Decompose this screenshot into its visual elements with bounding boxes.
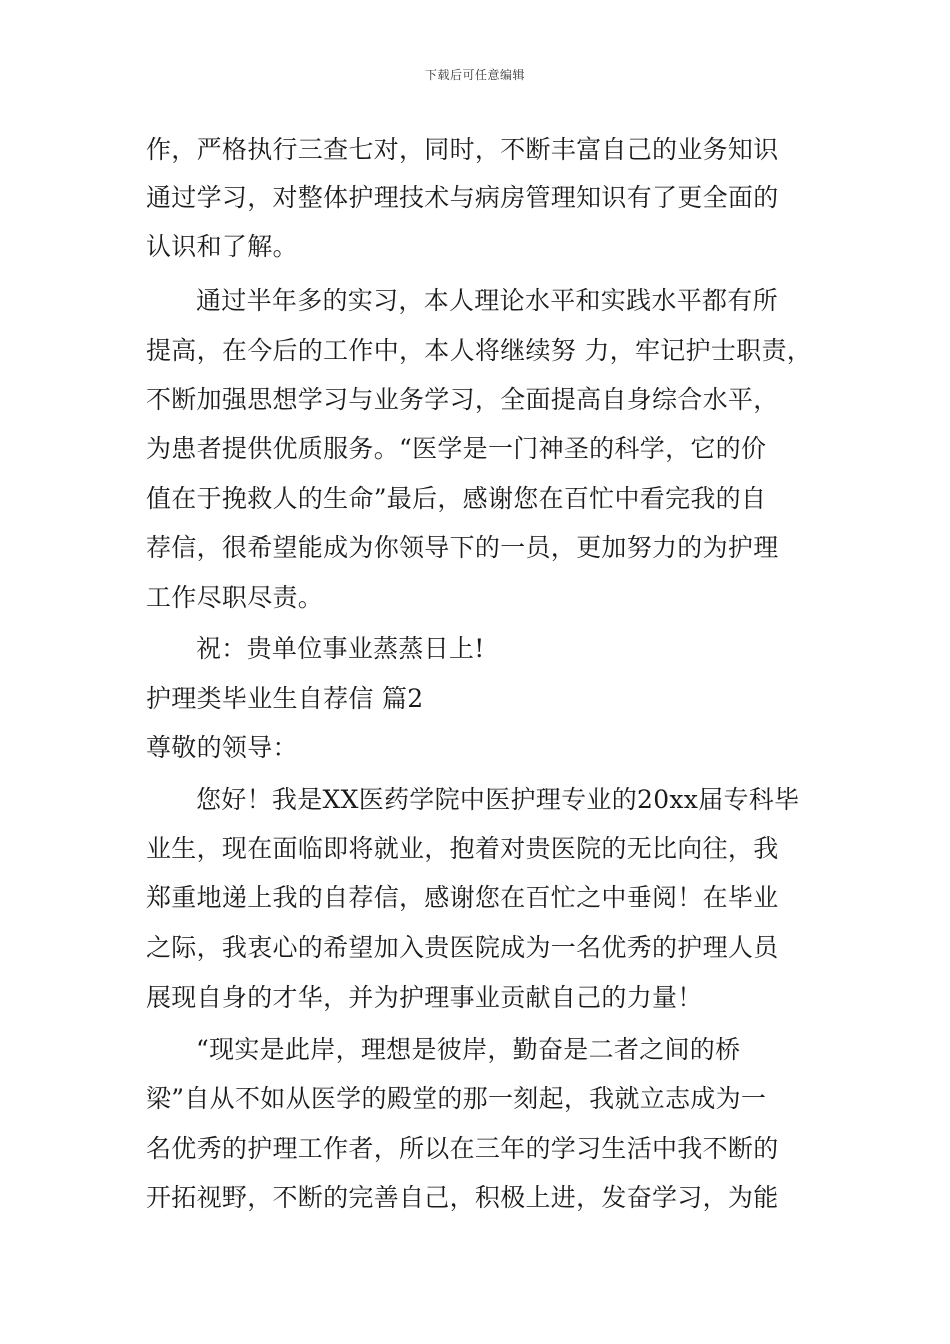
body-line: 梁”自从不如从医学的殿堂的那一刻起，我就立志成为一 <box>146 1084 767 1113</box>
body-line: 工作尽职尽责。 <box>146 583 324 612</box>
body-line: 不断加强思想学习与业务学习，全面提高自身综合水平， <box>146 385 779 414</box>
body-line: 荐信，很希望能成为你领导下的一员，更加努力的为护理 <box>146 533 779 562</box>
body-line: 值在于挽救人的生命”最后，感谢您在百忙中看完我的自 <box>146 484 767 513</box>
body-line: 为患者提供优质服务。“医学是一门神圣的科学，它的价 <box>146 434 767 463</box>
body-line: 通过学习，对整体护理技术与病房管理知识有了更全面的 <box>146 183 779 212</box>
body-line: 业生，现在面临即将就业，抱着对贵医院的无比向往，我 <box>146 834 779 863</box>
paragraph-start-line: 您好！我是XX医药学院中医护理专业的20xx届专科毕 <box>196 785 800 814</box>
salutation: 尊敬的领导： <box>146 733 298 762</box>
body-line: 名优秀的护理工作者，所以在三年的学习生活中我不断的 <box>146 1134 779 1163</box>
paragraph-start-line: “现实是此岸，理想是彼岸，勤奋是二者之间的桥 <box>196 1035 741 1064</box>
body-line: 认识和了解。 <box>146 232 298 261</box>
body-line: 作，严格执行三查七对，同时，不断丰富自己的业务知识 <box>146 135 779 164</box>
body-line: 开拓视野，不断的完善自己，积极上进，发奋学习，为能 <box>146 1183 779 1212</box>
closing-wish: 祝：贵单位事业蒸蒸日上! <box>196 634 485 663</box>
body-line: 之际，我衷心的希望加入贵医院成为一名优秀的护理人员 <box>146 933 779 962</box>
section-title: 护理类毕业生自荐信 篇2 <box>146 684 424 713</box>
body-line: 展现自身的才华，并为护理事业贡献自己的力量！ <box>146 983 703 1012</box>
body-line: 提高，在今后的工作中，本人将继续努 力，牢记护士职责， <box>146 336 813 365</box>
body-line: 郑重地递上我的自荐信，感谢您在百忙之中垂阅！在毕业 <box>146 883 779 912</box>
paragraph-start-line: 通过半年多的实习，本人理论水平和实践水平都有所 <box>196 286 778 315</box>
page-header: 下载后可任意编辑 <box>424 68 525 82</box>
